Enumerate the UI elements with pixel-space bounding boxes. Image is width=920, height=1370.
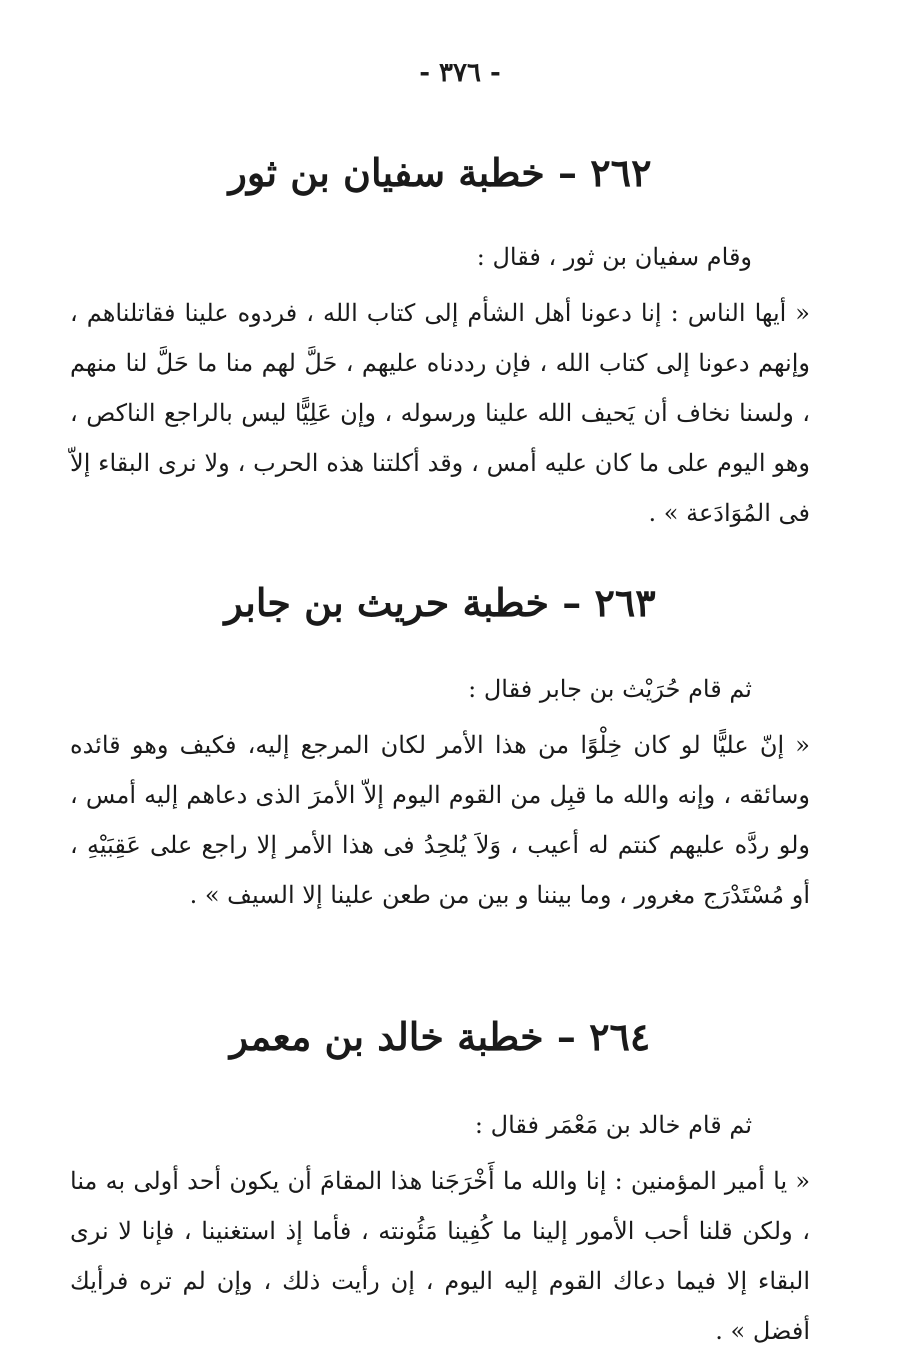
section-intro: ثم قام خالد بن مَعْمَر فقال :: [474, 1111, 752, 1139]
section-separator: –: [548, 580, 595, 625]
section-number: ٢٦٢: [590, 150, 652, 195]
section-separator: –: [544, 150, 591, 195]
section-title: [70, 1012, 810, 1062]
section-separator: –: [543, 1014, 590, 1059]
section-title-text: خطبة سفيان بن ثور: [228, 150, 545, 195]
section-262: [70, 148, 810, 538]
section-title: [70, 148, 810, 198]
section-264: [70, 1012, 810, 1356]
speech-text: « إنّ عليًّا لو كان خِلْوًا من هذا الأمر لكان المرجع إليه، فكيف وهو قائده وسائقه ، وإنه والله ما قبِل من القوم اليوم إلاّ الأمرَ الذى دعاهم إليه أمس ، ولو ردَّه عليهم كنتم له أعيب ، وَلاَ يُلحِدُ فى هذا الأمر إلا راجع على عَقِبَيْهِ ، أو مُسْتَدْرَج مغرور ، وما بيننا و بين من طعن علينا إلا السيف » .: [70, 731, 810, 909]
section-number: ٢٦٣: [594, 580, 656, 625]
speech-text: « أيها الناس : إنا دعونا أهل الشأم إلى كتاب الله ، فردوه علينا فقاتلناهم ، وإنهم دعونا إلى كتاب الله ، فإن رددناه عليهم ، حَلَّ لهم منا ما حَلَّ لنا منهم ، ولسنا نخاف أن يَحيف الله علينا ورسوله ، وإن عَلِيًّا ليس بالراجع الناكص ، وهو اليوم على ما كان عليه أمس ، وقد أكلتنا هذه الحرب ، ولا نرى البقاء إلاّ فى المُوَادَعة » .: [70, 299, 810, 527]
section-number: ٢٦٤: [589, 1014, 651, 1059]
section-title-text: خطبة خالد بن معمر: [229, 1014, 544, 1059]
page-number: - ٣٧٦ -: [419, 58, 501, 88]
section-263: [70, 578, 810, 920]
speech-text: « يا أمير المؤمنين : إنا والله ما أَخْرَجَنا هذا المقامَ أن يكون أحد أولى به منا ، ولكن قلنا أحب الأمور إلينا ما كُفِينا مَئُونته ، فأما إذ استغنينا ، فإنا لا نرى البقاء إلا فيما دعاك القوم إليه اليوم ، إن رأيت ذلك ، وإن لم تره فرأيك أفضل » .: [70, 1167, 810, 1345]
section-title-text: خطبة حريث بن جابر: [224, 580, 549, 625]
section-intro: ثم قام حُرَيْث بن جابر فقال :: [468, 675, 752, 703]
section-title: [70, 578, 810, 628]
section-intro: وقام سفيان بن ثور ، فقال :: [476, 243, 752, 271]
